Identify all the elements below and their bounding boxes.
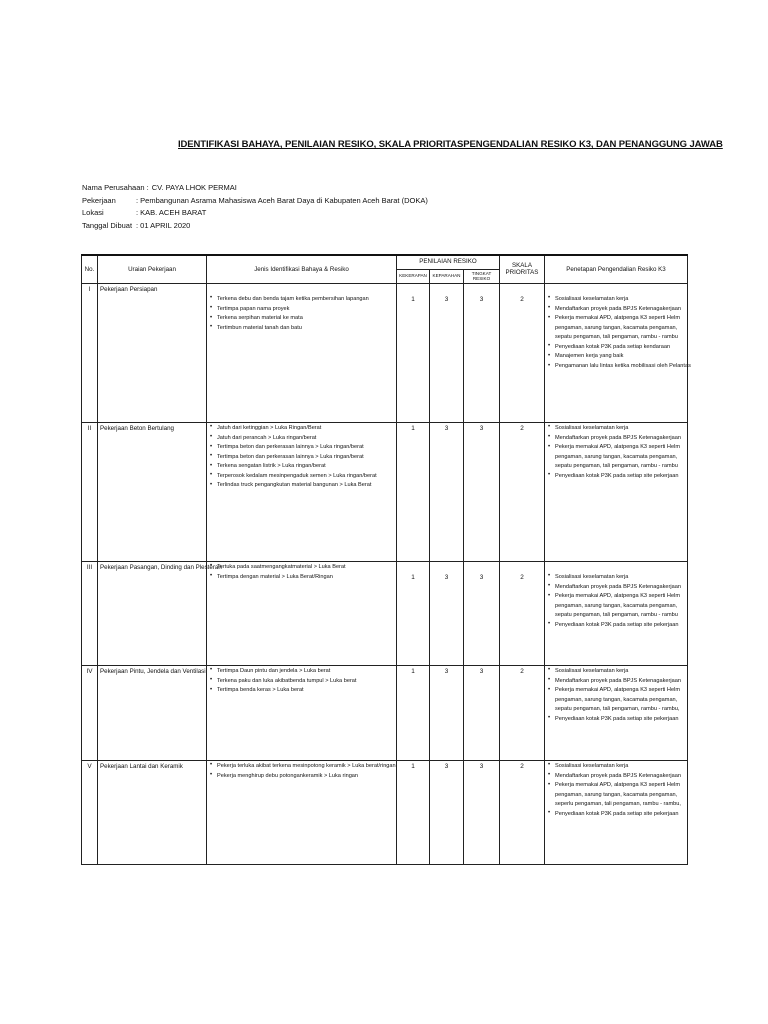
row-number: III	[82, 561, 98, 665]
control-item: • Penyediaan kotak P3K pada setiap site pekerjaan	[547, 811, 685, 818]
document-title: IDENTIFIKASI BAHAYA, PENILAIAN RESIKO, SKALA PRIORITASPENGENDALIAN RESIKO K3, DAN PENANGGUNG JAWAB	[178, 139, 723, 150]
table-row	[82, 561, 688, 665]
control-item: sepatu pengaman, tali pengaman, rambu - rambu,	[555, 706, 680, 713]
hazard-item: • Tertuka pada saatmengangkatmaterial > Luka Berat	[209, 564, 394, 571]
control-item: • Sosialisasi keselamatan kerja	[547, 668, 685, 675]
row-value-p	[430, 422, 464, 561]
row-task: Pekerjaan Persiapan	[98, 283, 207, 422]
row-task: Pekerjaan Pasangan, Dinding dan Plesteran	[98, 561, 207, 665]
meta-company-label: Nama Perusahaan :	[82, 183, 149, 192]
value-s: 2	[520, 573, 524, 581]
value-p: 3	[444, 424, 449, 432]
value-k: 1	[411, 295, 415, 303]
meta-date-label: Tanggal Dibuat	[82, 220, 133, 230]
control-item: seperlu pengaman, tali pengaman, rambu - rambu,	[555, 801, 681, 808]
control-item: • Penyediaan kotak P3K pada setiap kendaraan	[547, 344, 685, 351]
control-item: • Mendaftarkan proyek pada BPJS Ketenagakerjaan	[547, 773, 685, 780]
meta-job-label: Pekerjaan	[82, 195, 116, 205]
risk-table	[81, 254, 691, 865]
row-number: IV	[82, 665, 98, 760]
value-t: 3	[479, 295, 484, 303]
control-list	[547, 763, 685, 818]
control-item: • Pengamanan lalu lintas ketika mobilisasi oleh Pelantas	[547, 363, 685, 370]
row-value-t	[464, 422, 500, 561]
control-list	[547, 574, 685, 629]
control-item: • Penyediaan kotak P3K pada setiap site pekerjaan	[547, 622, 685, 629]
control-item: • Sosialisasi keselamatan kerja	[547, 574, 685, 581]
hazard-item: • Tertimpa papan nama proyek	[209, 306, 394, 313]
control-item: • Mendaftarkan proyek pada BPJS Ketenagakerjaan	[547, 435, 685, 442]
header-scale	[500, 255, 545, 283]
control-item: • Sosialisasi keselamatan kerja	[547, 763, 685, 770]
hazard-item: • Terkena serpihan material ke mata	[209, 315, 394, 322]
control-item: sepatu pengaman, tali pengaman, rambu - rambu	[555, 612, 678, 619]
row-value-p	[430, 561, 464, 665]
value-k: 1	[411, 573, 415, 581]
hazard-item: • Tertimpa beton dan perkerasan lainnya > Luka ringan/berat	[209, 444, 394, 451]
control-item: • Mendaftarkan proyek pada BPJS Ketenagakerjaan	[547, 306, 685, 313]
value-s: 2	[520, 762, 524, 770]
hazard-item: • Pekerja terluka akibat terkena mesinpotong keramik > Luka berat/ringan	[209, 763, 394, 770]
control-item: • Sosialisasi keselamatan kerja	[547, 425, 685, 432]
control-item: sepatu pengaman, tali pengaman, rambu - rambu	[555, 334, 678, 341]
meta-job-value: : Pembangunan Asrama Mahasiswa Aceh Barat Daya di Kabupaten Aceh Barat (DOKA)	[136, 195, 428, 205]
control-item: • Pekerja memakai APD, alatpenga K3 seperti Helm	[547, 315, 685, 322]
row-task: Pekerjaan Pintu, Jendela dan Ventilasi	[98, 665, 207, 760]
control-item: • Sosialisasi keselamatan kerja	[547, 296, 685, 303]
hazard-list	[209, 425, 394, 489]
row-controls	[545, 760, 688, 864]
value-k: 1	[411, 424, 415, 432]
control-item: • Penyediaan kotak P3K pada setiap site pekerjaan	[547, 473, 685, 480]
control-item: pengaman, sarung tangan, kacamata pengaman,	[555, 696, 678, 703]
meta-date	[82, 220, 428, 233]
table-row	[82, 283, 688, 422]
hazard-item: • Terkena sengatan listrik > Luka ringan/berat	[209, 463, 394, 470]
hazard-item: • Tertimpa beton dan perkerasan lainnya > Luka ringan/berat	[209, 454, 394, 461]
control-item: pengaman, sarung tangan, kacamata pengaman,	[555, 602, 678, 609]
control-list	[547, 295, 691, 370]
value-p: 3	[444, 573, 449, 581]
row-value-t	[464, 561, 500, 665]
control-item: • Pekerja memakai APD, alatpenga K3 seperti Helm	[547, 782, 685, 789]
row-controls	[545, 561, 688, 665]
value-t: 3	[479, 762, 484, 770]
meta-location	[82, 207, 428, 220]
header-hazard: Jenis Identifikasi Bahaya & Resiko	[207, 255, 397, 283]
header-scale-line1: SKALA	[512, 261, 532, 269]
meta-company-value: CV. PAYA LHOK PERMAI	[151, 183, 237, 192]
meta-location-value: : KAB. ACEH BARAT	[136, 208, 207, 217]
control-item: pengaman, sarung tangan, kacamata pengaman,	[555, 791, 678, 798]
hazard-item: • Jatuh dari ketinggian > Luka Ringan/Berat	[209, 425, 394, 432]
control-item: • Pekerja memakai APD, alatpenga K3 seperti Helm	[547, 444, 685, 451]
row-hazards	[207, 665, 397, 760]
document-meta	[82, 182, 428, 232]
row-value-k	[397, 283, 430, 422]
hazard-list	[209, 296, 394, 332]
control-item: sepatu pengaman, tali pengaman, rambu - rambu	[555, 463, 678, 470]
row-value-p	[430, 665, 464, 760]
row-value-s	[500, 665, 545, 760]
row-value-s	[500, 283, 545, 422]
control-item: • Pekerja memakai APD, alatpenga K3 seperti Helm	[547, 593, 685, 600]
table-row	[82, 422, 688, 561]
header-task: Uraian Pekerjaan	[98, 255, 207, 283]
hazard-item: • Tertimpa benda keras > Luka berat	[209, 687, 394, 694]
hazard-item: • Tertimpa Daun pintu dan jendela > Luka berat	[209, 668, 394, 675]
value-s: 2	[520, 424, 524, 432]
row-value-t	[464, 760, 500, 864]
hazard-item: • Jatuh dari perancah > Luka ringan/berat	[209, 435, 394, 442]
value-p: 3	[444, 295, 449, 303]
control-list	[547, 425, 685, 480]
header-t: TINGKAT RESIKO	[464, 269, 500, 283]
hazard-item: • Terkena paku dan luka akibatbenda tumpul > Luka berat	[209, 678, 394, 685]
hazard-item: • Terperosok kedalam mesinpengaduk semen > Luka ringan/berat	[209, 473, 394, 480]
row-number: II	[82, 422, 98, 561]
row-controls	[545, 665, 688, 760]
hazard-list	[209, 668, 394, 694]
table-row	[82, 665, 688, 760]
header-assessment: PENILAIAN RESIKO	[397, 255, 500, 269]
control-item: pengaman, sarung tangan, kacamata pengaman,	[555, 324, 678, 331]
header-control: Penetapan Pengendalian Resiko K3	[545, 255, 688, 283]
row-value-k	[397, 422, 430, 561]
row-number: I	[82, 283, 98, 422]
hazard-item: • Pekerja menghirup debu potongankeramik > Luka ringan	[209, 773, 394, 780]
control-item: • Penyediaan kotak P3K pada setiap site pekerjaan	[547, 716, 685, 723]
hazard-list	[209, 763, 394, 780]
hazard-item: • Terlindas truck pengangkutan material bangunan > Luka Berat	[209, 482, 394, 489]
header-no: No.	[82, 255, 98, 283]
risk-table-body	[82, 283, 691, 864]
meta-company	[82, 182, 428, 195]
table-row	[82, 760, 688, 864]
row-value-t	[464, 665, 500, 760]
row-number: V	[82, 760, 98, 864]
hazard-list	[209, 564, 394, 581]
row-value-s	[500, 422, 545, 561]
meta-job	[82, 195, 428, 208]
value-s: 2	[520, 295, 524, 303]
row-hazards	[207, 422, 397, 561]
meta-date-value: : 01 APRIL 2020	[136, 220, 191, 230]
hazard-item: • Tertimpa dengan material > Luka Berat/Ringan	[209, 574, 394, 581]
hazard-item: • Tertimbun material tanah dan batu	[209, 325, 394, 332]
control-item: • Manajemen kerja yang baik	[547, 353, 685, 360]
row-hazards	[207, 561, 397, 665]
header-scale-line2: PRIORITAS	[505, 269, 539, 277]
row-value-p	[430, 760, 464, 864]
value-s: 2	[520, 667, 524, 675]
row-controls	[545, 422, 688, 561]
value-t: 3	[479, 573, 484, 581]
header-p: KEPARAHAN	[430, 269, 464, 283]
hazard-item: • Terkena debu dan benda tajam ketika pembersihan lapangan	[209, 296, 394, 303]
value-t: 3	[479, 667, 484, 675]
row-task: Pekerjaan Lantai dan Keramik	[98, 760, 207, 864]
row-value-k	[397, 665, 430, 760]
row-value-t	[464, 283, 500, 422]
row-controls	[545, 283, 691, 422]
header-k: KEKERAPAN	[397, 269, 430, 283]
control-list	[547, 668, 685, 723]
control-item: • Mendaftarkan proyek pada BPJS Ketenagakerjaan	[547, 678, 685, 685]
row-hazards	[207, 283, 397, 422]
meta-location-label: Lokasi	[82, 208, 104, 217]
value-k: 1	[411, 762, 415, 770]
row-value-s	[500, 561, 545, 665]
value-p: 3	[444, 667, 449, 675]
row-task: Pekerjaan Beton Bertulang	[98, 422, 207, 561]
row-hazards	[207, 760, 397, 864]
row-value-k	[397, 561, 430, 665]
row-value-p	[430, 283, 464, 422]
control-item: • Pekerja memakai APD, alatpenga K3 seperti Helm	[547, 687, 685, 694]
value-t: 3	[479, 424, 484, 432]
control-item: pengaman, sarung tangan, kacamata pengaman,	[555, 453, 678, 460]
control-item: • Mendaftarkan proyek pada BPJS Ketenagakerjaan	[547, 584, 685, 591]
value-k: 1	[411, 667, 415, 675]
value-p: 3	[444, 762, 449, 770]
row-value-k	[397, 760, 430, 864]
row-value-s	[500, 760, 545, 864]
